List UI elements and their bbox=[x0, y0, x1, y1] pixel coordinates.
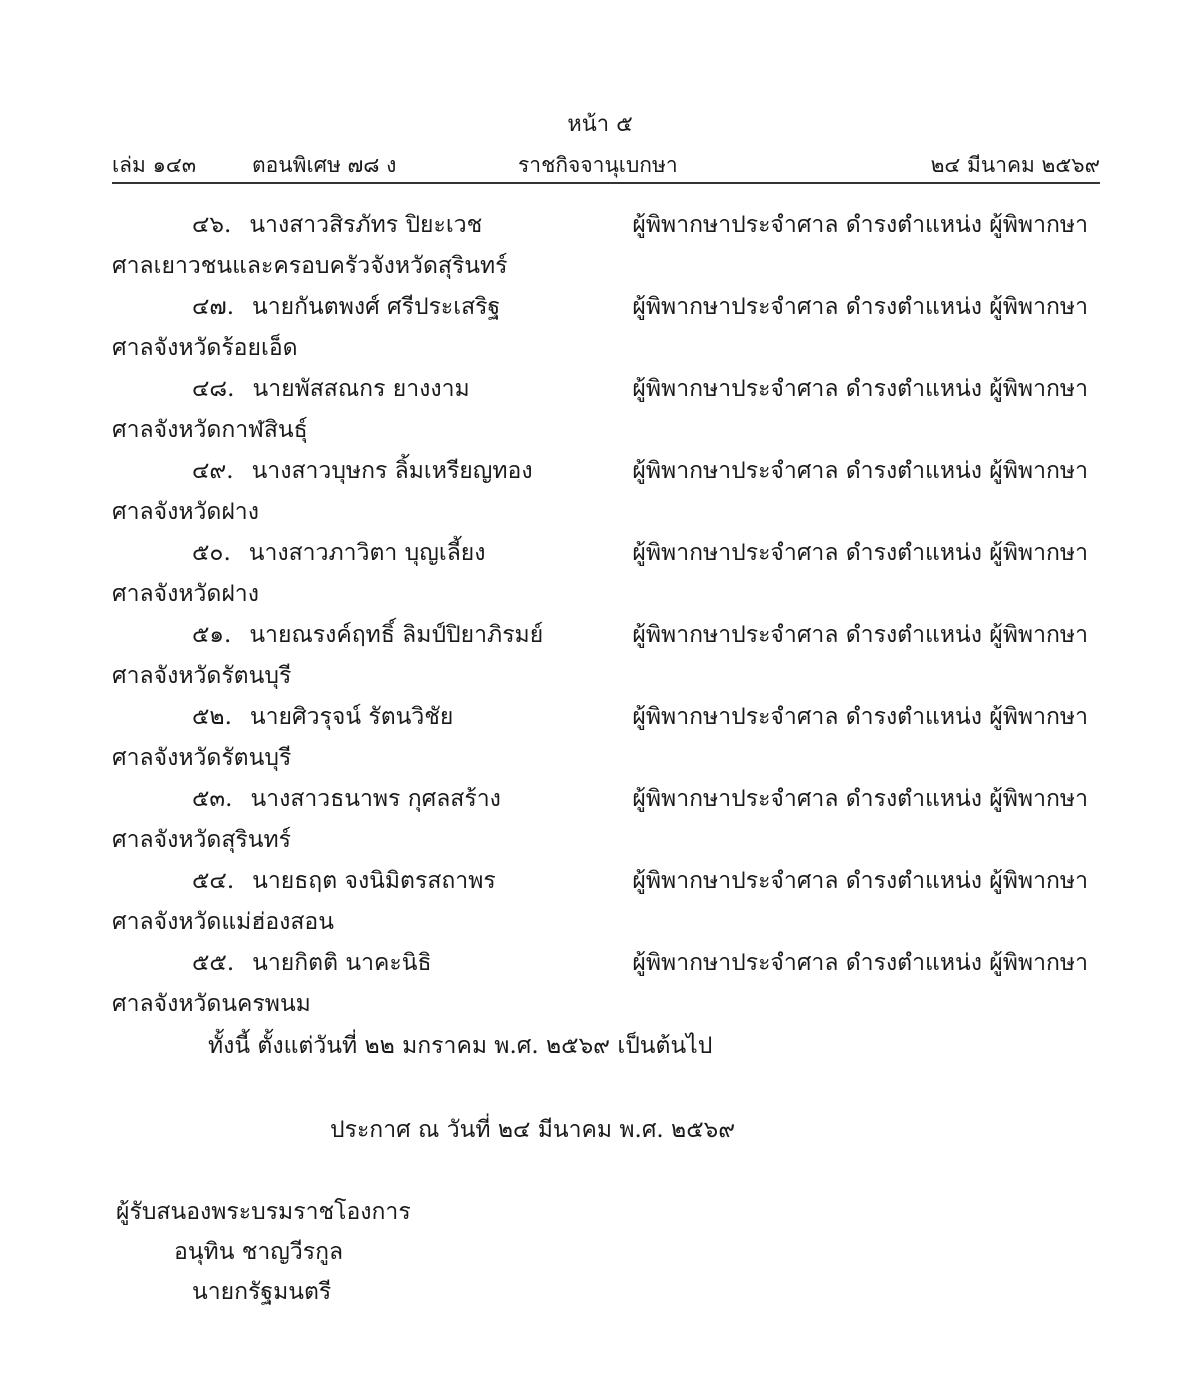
signature-block bbox=[116, 1192, 411, 1312]
entry-court: ศาลจังหวัดกาฬสินธุ์ bbox=[112, 417, 308, 443]
list-item bbox=[112, 287, 1088, 369]
entry-court: ศาลจังหวัดรัตนบุรี bbox=[112, 745, 292, 771]
entry-number: ๕๐. bbox=[192, 540, 231, 566]
entry-name: นายศิวรุจน์ รัตนวิชัย bbox=[249, 704, 454, 730]
list-item bbox=[112, 697, 1088, 779]
entry-name: นายกิตติ นาคะนิธิ bbox=[252, 950, 432, 976]
entry-number: ๕๔. bbox=[192, 868, 235, 894]
header-volume: เล่ม ๑๔๓ bbox=[112, 153, 197, 177]
list-item bbox=[112, 861, 1088, 943]
entry-number: ๕๓. bbox=[192, 786, 233, 812]
entry-role: ผู้พิพากษาประจำศาล ดำรงตำแหน่ง ผู้พิพากษา bbox=[632, 376, 1088, 402]
page-number: หน้า ๕ bbox=[567, 112, 633, 137]
entry-name: นายธฤต จงนิมิตรสถาพร bbox=[252, 868, 496, 894]
entry-role: ผู้พิพากษาประจำศาล ดำรงตำแหน่ง ผู้พิพากษา bbox=[632, 950, 1088, 976]
gazette-header bbox=[112, 148, 1100, 184]
entry-court: ศาลจังหวัดสุรินทร์ bbox=[112, 827, 291, 853]
entry-court: ศาลจังหวัดรัตนบุรี bbox=[112, 663, 292, 689]
countersign-label: ผู้รับสนองพระบรมราชโองการ bbox=[116, 1199, 411, 1225]
list-item bbox=[112, 451, 1088, 533]
list-item bbox=[112, 615, 1088, 697]
header-issue: ตอนพิเศษ ๗๘ ง bbox=[252, 153, 397, 177]
header-title: ราชกิจจานุเบกษา bbox=[518, 153, 678, 177]
entry-name: นางสาวธนาพร กุศลสร้าง bbox=[250, 786, 501, 812]
entry-name: นายณรงค์ฤทธิ์ ลิมป์ปิยาภิรมย์ bbox=[249, 622, 544, 648]
entry-number: ๕๒. bbox=[192, 704, 232, 730]
entry-number: ๔๘. bbox=[192, 376, 235, 402]
appointment-list bbox=[112, 205, 1088, 1067]
effective-date-statement: ทั้งนี้ ตั้งแต่วันที่ ๒๒ มกราคม พ.ศ. ๒๕๖๙ เป็นต้นไป bbox=[208, 1033, 713, 1059]
entry-number: ๔๙. bbox=[192, 458, 234, 484]
entry-role: ผู้พิพากษาประจำศาล ดำรงตำแหน่ง ผู้พิพากษา bbox=[632, 294, 1088, 320]
entry-number: ๔๖. bbox=[192, 212, 232, 238]
entry-role: ผู้พิพากษาประจำศาล ดำรงตำแหน่ง ผู้พิพากษา bbox=[632, 458, 1088, 484]
list-item bbox=[112, 943, 1088, 1025]
entry-court: ศาลจังหวัดแม่ฮ่องสอน bbox=[112, 909, 334, 935]
entry-court: ศาลจังหวัดนครพนม bbox=[112, 991, 311, 1017]
entry-number: ๕๑. bbox=[192, 622, 232, 648]
entry-role: ผู้พิพากษาประจำศาล ดำรงตำแหน่ง ผู้พิพากษา bbox=[632, 868, 1088, 894]
entry-number: ๔๗. bbox=[192, 294, 235, 320]
entry-role: ผู้พิพากษาประจำศาล ดำรงตำแหน่ง ผู้พิพากษา bbox=[632, 212, 1088, 238]
entry-number: ๕๕. bbox=[192, 950, 235, 976]
entry-court: ศาลจังหวัดฝาง bbox=[112, 581, 259, 607]
entry-role: ผู้พิพากษาประจำศาล ดำรงตำแหน่ง ผู้พิพากษา bbox=[632, 622, 1088, 648]
announcement-date: ประกาศ ณ วันที่ ๒๔ มีนาคม พ.ศ. ๒๕๖๙ bbox=[330, 1117, 736, 1143]
signatory-name: อนุทิน ชาญวีรกูล bbox=[174, 1239, 344, 1265]
entry-role: ผู้พิพากษาประจำศาล ดำรงตำแหน่ง ผู้พิพากษา bbox=[632, 786, 1088, 812]
entry-court: ศาลจังหวัดฝาง bbox=[112, 499, 259, 525]
list-item bbox=[112, 205, 1088, 287]
entry-role: ผู้พิพากษาประจำศาล ดำรงตำแหน่ง ผู้พิพากษา bbox=[632, 704, 1088, 730]
entry-name: นายพัสสณกร ยางงาม bbox=[252, 376, 470, 402]
entry-court: ศาลจังหวัดร้อยเอ็ด bbox=[112, 335, 298, 361]
entry-court: ศาลเยาวชนและครอบครัวจังหวัดสุรินทร์ bbox=[112, 253, 508, 279]
entry-name: นางสาวภาวิตา บุญเลี้ยง bbox=[248, 540, 486, 566]
entry-name: นางสาวบุษกร ลิ้มเหรียญทอง bbox=[251, 458, 533, 484]
list-item bbox=[112, 779, 1088, 861]
list-item bbox=[112, 533, 1088, 615]
header-date: ๒๔ มีนาคม ๒๕๖๙ bbox=[930, 153, 1100, 177]
entry-name: นายกันตพงศ์ ศรีประเสริฐ bbox=[252, 294, 501, 320]
list-item bbox=[112, 369, 1088, 451]
entry-role: ผู้พิพากษาประจำศาล ดำรงตำแหน่ง ผู้พิพากษา bbox=[632, 540, 1088, 566]
signatory-position: นายกรัฐมนตรี bbox=[192, 1279, 332, 1305]
entry-name: นางสาวสิรภัทร ปิยะเวช bbox=[249, 212, 483, 238]
